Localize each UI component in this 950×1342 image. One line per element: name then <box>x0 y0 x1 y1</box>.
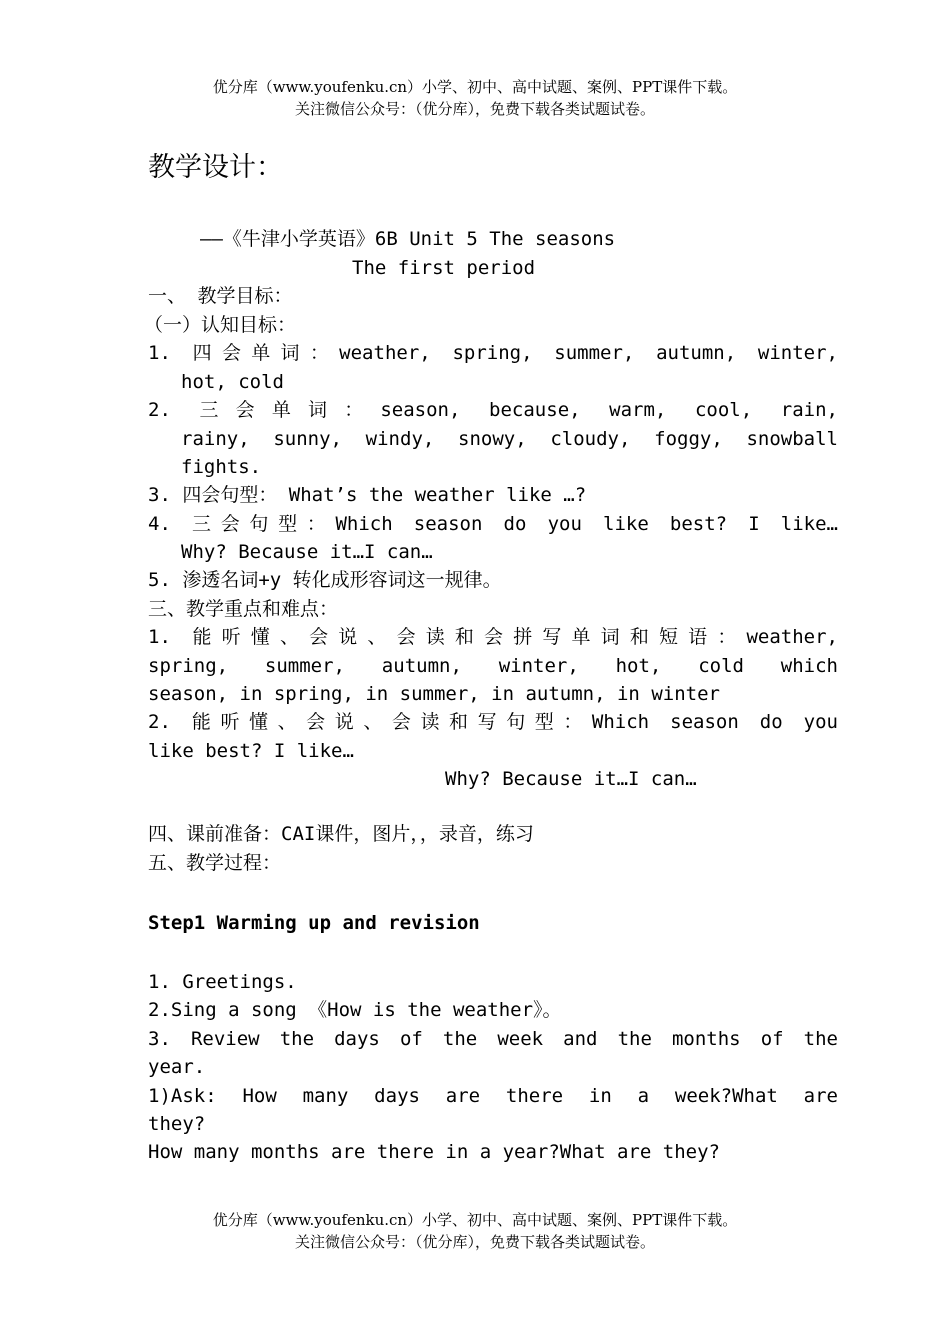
objective-item-4: 4. 三会句型：Which season do you like best? I like… <box>148 513 838 535</box>
footer-line-2: 关注微信公众号：（优分库），免费下载各类试题试卷。 <box>294 1233 655 1251</box>
step1-heading: Step1 Warming up and revision <box>148 912 480 934</box>
step1-question-1: 1)Ask: How many days are there in a week?What are <box>148 1085 838 1107</box>
key-point-2-cont-2: Why? Because it…I can… <box>445 768 697 790</box>
step1-question-1-cont: they? <box>148 1113 206 1135</box>
step1-item-3-cont: year. <box>148 1056 206 1078</box>
key-point-1: 1. 能听懂、会说、会读和会拼写单词和短语：weather, <box>148 626 838 648</box>
objective-item-3: 3. 四会句型： What’s the weather like …? <box>148 484 587 506</box>
step1-question-2: How many months are there in a year?What are they? <box>148 1141 720 1163</box>
step1-item-3: 3. Review the days of the week and the months of the <box>148 1028 838 1050</box>
section-objectives-heading: 一、 教学目标： <box>148 285 293 307</box>
doc-subtitle-1: ——《牛津小学英语》6B Unit 5 The seasons <box>200 228 616 250</box>
doc-title: 教学设计： <box>148 152 283 183</box>
header-line-2: 关注微信公众号：（优分库），免费下载各类试题试卷。 <box>294 100 655 118</box>
objective-item-4-cont: Why? Because it…I can… <box>181 541 433 563</box>
key-point-2-cont: like best? I like… <box>148 740 354 762</box>
step1-item-1: 1. Greetings. <box>148 971 297 993</box>
subsection-cognitive-heading: （一）认知目标： <box>144 314 297 336</box>
objective-item-1-cont: hot, cold <box>181 371 284 393</box>
header-line-1: 优分库（www.youfenku.cn）小学、初中、高中试题、案例、PPT课件下载。 <box>212 78 738 96</box>
page-header <box>0 76 950 120</box>
objective-item-2: 2. 三会单词：season, because, warm, cool, rain, <box>148 399 838 421</box>
objective-item-2-cont: rainy, sunny, windy, snowy, cloudy, foggy, snowball <box>181 428 838 450</box>
key-point-2: 2. 能听懂、会说、会读和写句型：Which season do you <box>148 711 838 733</box>
section-process-heading: 五、教学过程： <box>148 852 282 874</box>
step1-item-2: 2.Sing a song 《How is the weather》。 <box>148 999 562 1021</box>
doc-subtitle-2: The first period <box>352 257 536 279</box>
objective-item-2-cont-2: fights. <box>181 456 262 478</box>
section-key-points-heading: 三、教学重点和难点： <box>148 598 339 620</box>
footer-line-1: 优分库（www.youfenku.cn）小学、初中、高中试题、案例、PPT课件下载。 <box>212 1211 738 1229</box>
key-point-1-cont: spring, summer, autumn, winter, hot, cold which <box>148 655 838 677</box>
section-preparation: 四、课前准备：CAI课件，图片，，录音，练习 <box>148 823 534 845</box>
objective-item-1: 1. 四会单词：weather, spring, summer, autumn, winter, <box>148 342 838 364</box>
objective-item-5: 5. 渗透名词+y 转化成形容词这一规律。 <box>148 569 502 591</box>
page-footer <box>0 1209 950 1253</box>
key-point-1-cont-2: season, in spring, in summer, in autumn, in winter <box>148 683 720 705</box>
